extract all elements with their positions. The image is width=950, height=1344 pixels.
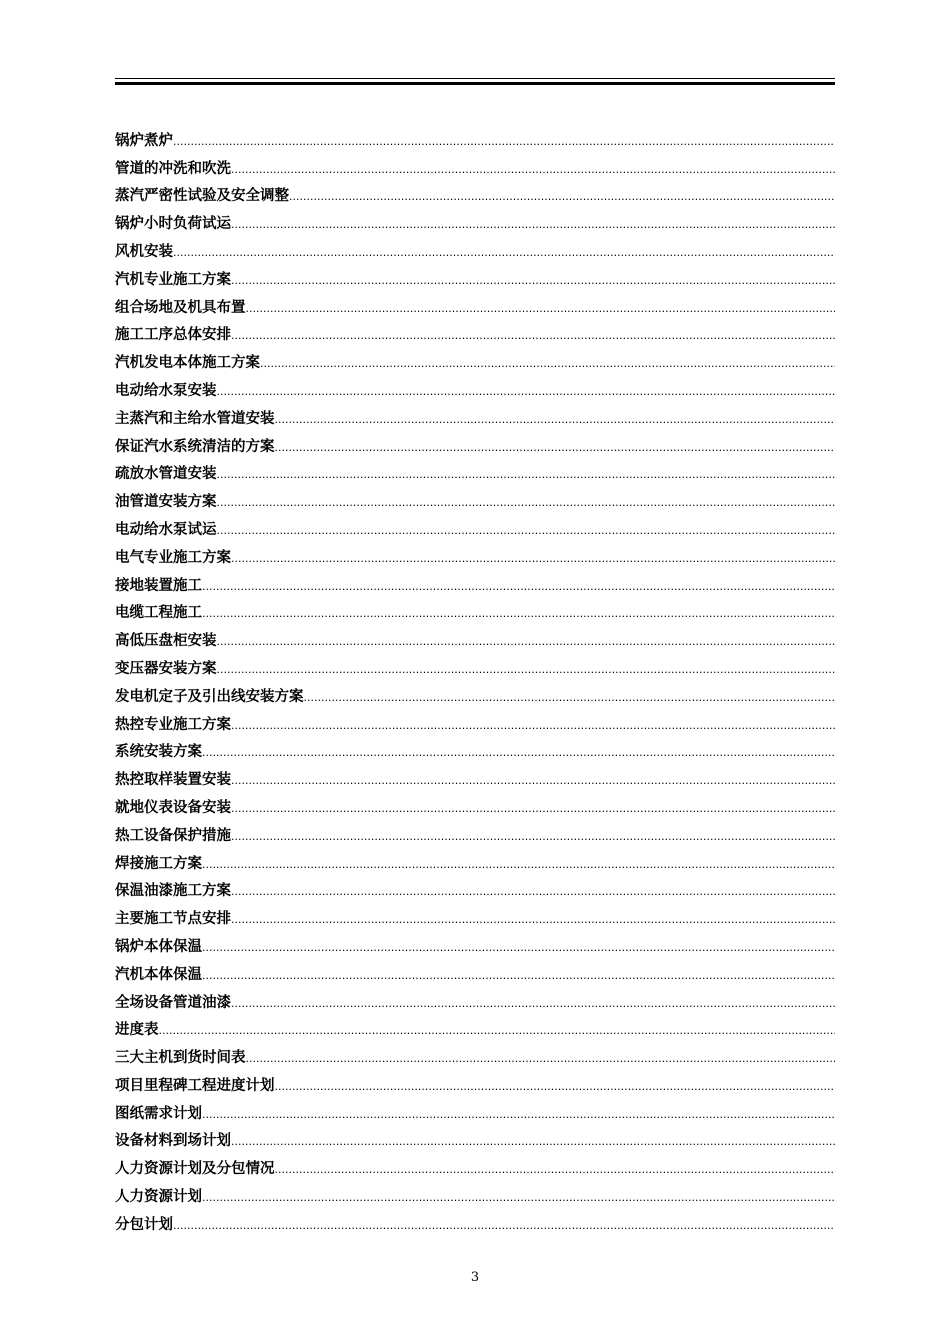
toc-entry[interactable] bbox=[115, 234, 835, 262]
toc-entry[interactable] bbox=[115, 1151, 835, 1179]
toc-entry[interactable] bbox=[115, 818, 835, 846]
toc-entry[interactable] bbox=[115, 290, 835, 318]
toc-dot-leader bbox=[231, 1134, 835, 1150]
toc-dot-leader bbox=[202, 968, 835, 984]
toc-dot-leader bbox=[173, 1218, 835, 1234]
toc-dot-leader bbox=[202, 579, 835, 595]
header-rule-thick bbox=[115, 82, 835, 85]
toc-dot-leader bbox=[217, 495, 836, 511]
toc-entry-title: 电动给水泵试运 bbox=[115, 521, 217, 538]
toc-entry-title: 三大主机到货时间表 bbox=[115, 1050, 246, 1067]
toc-entry-title: 汽机专业施工方案 bbox=[115, 271, 231, 288]
toc-entry[interactable] bbox=[115, 568, 835, 596]
toc-entry-title: 人力资源计划及分包情况 bbox=[115, 1161, 275, 1178]
toc-entry-title: 焊接施工方案 bbox=[115, 855, 202, 872]
toc-entry-title: 保证汽水系统清洁的方案 bbox=[115, 438, 275, 455]
toc-entry[interactable] bbox=[115, 985, 835, 1013]
toc-entry-title: 锅炉本体保温 bbox=[115, 938, 202, 955]
toc-dot-leader bbox=[231, 912, 835, 928]
toc-dot-leader bbox=[202, 940, 835, 956]
toc-dot-leader bbox=[217, 634, 836, 650]
toc-entry[interactable] bbox=[115, 957, 835, 985]
toc-entry[interactable] bbox=[115, 151, 835, 179]
toc-dot-leader bbox=[202, 857, 835, 873]
toc-dot-leader bbox=[246, 301, 836, 317]
toc-entry-title: 组合场地及机具布置 bbox=[115, 299, 246, 316]
toc-entry-title: 分包计划 bbox=[115, 1216, 173, 1233]
toc-dot-leader bbox=[231, 829, 835, 845]
toc-dot-leader bbox=[173, 134, 835, 150]
toc-dot-leader bbox=[289, 189, 835, 205]
toc-entry[interactable] bbox=[115, 318, 835, 346]
toc-entry[interactable] bbox=[115, 512, 835, 540]
toc-entry[interactable] bbox=[115, 1013, 835, 1041]
toc-entry-title: 风机安装 bbox=[115, 243, 173, 260]
toc-dot-leader bbox=[275, 1162, 836, 1178]
toc-entry[interactable] bbox=[115, 679, 835, 707]
toc-entry-title: 图纸需求计划 bbox=[115, 1105, 202, 1122]
toc-entry-title: 人力资源计划 bbox=[115, 1189, 202, 1206]
toc-entry-title: 油管道安装方案 bbox=[115, 494, 217, 511]
toc-dot-leader bbox=[202, 606, 835, 622]
toc-entry-title: 蒸汽严密性试验及安全调整 bbox=[115, 188, 289, 205]
toc-entry[interactable] bbox=[115, 1207, 835, 1235]
toc-entry[interactable] bbox=[115, 651, 835, 679]
toc-dot-leader bbox=[231, 884, 835, 900]
toc-entry[interactable] bbox=[115, 874, 835, 902]
toc-entry[interactable] bbox=[115, 846, 835, 874]
toc-dot-leader bbox=[231, 328, 835, 344]
toc-entry[interactable] bbox=[115, 790, 835, 818]
toc-dot-leader bbox=[304, 690, 836, 706]
toc-entry[interactable] bbox=[115, 735, 835, 763]
toc-entry[interactable] bbox=[115, 373, 835, 401]
toc-dot-leader bbox=[173, 245, 835, 261]
toc-dot-leader bbox=[202, 745, 835, 761]
toc-entry-title: 管道的冲洗和吹洗 bbox=[115, 160, 231, 177]
toc-entry-title: 主要施工节点安排 bbox=[115, 911, 231, 928]
toc-entry[interactable] bbox=[115, 429, 835, 457]
toc-dot-leader bbox=[246, 1051, 836, 1067]
toc-dot-leader bbox=[202, 1107, 835, 1123]
toc-dot-leader bbox=[260, 356, 835, 372]
toc-entry-title: 变压器安装方案 bbox=[115, 660, 217, 677]
toc-dot-leader bbox=[231, 801, 835, 817]
toc-entry[interactable] bbox=[115, 262, 835, 290]
toc-entry-title: 施工工序总体安排 bbox=[115, 327, 231, 344]
toc-entry-title: 进度表 bbox=[115, 1022, 159, 1039]
toc-entry[interactable] bbox=[115, 484, 835, 512]
toc-dot-leader bbox=[217, 523, 836, 539]
toc-entry[interactable] bbox=[115, 929, 835, 957]
toc-dot-leader bbox=[159, 1023, 836, 1039]
toc-entry[interactable] bbox=[115, 401, 835, 429]
toc-entry[interactable] bbox=[115, 1096, 835, 1124]
toc-entry[interactable] bbox=[115, 540, 835, 568]
toc-dot-leader bbox=[217, 662, 836, 678]
toc-entry[interactable] bbox=[115, 762, 835, 790]
toc-entry-title: 汽机发电本体施工方案 bbox=[115, 355, 260, 372]
toc-entry[interactable] bbox=[115, 1179, 835, 1207]
toc-entry[interactable] bbox=[115, 1040, 835, 1068]
toc-entry-title: 热工设备保护措施 bbox=[115, 827, 231, 844]
toc-entry-title: 接地装置施工 bbox=[115, 577, 202, 594]
header-rule-thin bbox=[115, 78, 835, 79]
toc-entry-title: 电动给水泵安装 bbox=[115, 382, 217, 399]
toc-dot-leader bbox=[231, 718, 835, 734]
toc-dot-leader bbox=[231, 273, 835, 289]
toc-entry[interactable] bbox=[115, 123, 835, 151]
toc-entry-title: 电气专业施工方案 bbox=[115, 549, 231, 566]
toc-dot-leader bbox=[231, 217, 835, 233]
toc-dot-leader bbox=[231, 551, 835, 567]
toc-dot-leader bbox=[231, 162, 835, 178]
toc-dot-leader bbox=[275, 1079, 836, 1095]
toc-entry[interactable] bbox=[115, 206, 835, 234]
toc-entry-title: 全场设备管道油漆 bbox=[115, 994, 231, 1011]
page-number: 3 bbox=[470, 1270, 480, 1285]
toc-entry-title: 主蒸汽和主给水管道安装 bbox=[115, 410, 275, 427]
toc-entry-title: 发电机定子及引出线安装方案 bbox=[115, 688, 304, 705]
toc-entry-title: 就地仪表设备安装 bbox=[115, 799, 231, 816]
toc-dot-leader bbox=[217, 467, 836, 483]
toc-entry[interactable] bbox=[115, 596, 835, 624]
toc-entry-title: 锅炉小时负荷试运 bbox=[115, 216, 231, 233]
toc-entry-title: 项目里程碑工程进度计划 bbox=[115, 1077, 275, 1094]
toc-entry-title: 设备材料到场计划 bbox=[115, 1133, 231, 1150]
toc-entry-title: 锅炉煮炉 bbox=[115, 132, 173, 149]
toc-entry-title: 系统安装方案 bbox=[115, 744, 202, 761]
toc-entry[interactable] bbox=[115, 623, 835, 651]
toc-entry[interactable] bbox=[115, 1124, 835, 1152]
toc-entry[interactable] bbox=[115, 345, 835, 373]
toc-dot-leader bbox=[231, 773, 835, 789]
toc-entry-title: 保温油漆施工方案 bbox=[115, 883, 231, 900]
toc-entry-title: 热控取样装置安装 bbox=[115, 772, 231, 789]
toc-entry[interactable] bbox=[115, 457, 835, 485]
toc-entry[interactable] bbox=[115, 901, 835, 929]
toc-entry[interactable] bbox=[115, 707, 835, 735]
toc-entry[interactable] bbox=[115, 1068, 835, 1096]
toc-entry-title: 热控专业施工方案 bbox=[115, 716, 231, 733]
toc-entry-title: 疏放水管道安装 bbox=[115, 466, 217, 483]
toc-entry-title: 汽机本体保温 bbox=[115, 966, 202, 983]
toc-entry[interactable] bbox=[115, 179, 835, 207]
toc-dot-leader bbox=[217, 384, 836, 400]
toc-dot-leader bbox=[275, 440, 836, 456]
toc-dot-leader bbox=[231, 996, 835, 1012]
toc-entry-title: 高低压盘柜安装 bbox=[115, 633, 217, 650]
toc-entry-title: 电缆工程施工 bbox=[115, 605, 202, 622]
toc-dot-leader bbox=[275, 412, 836, 428]
table-of-contents bbox=[115, 123, 835, 1235]
toc-dot-leader bbox=[202, 1190, 835, 1206]
